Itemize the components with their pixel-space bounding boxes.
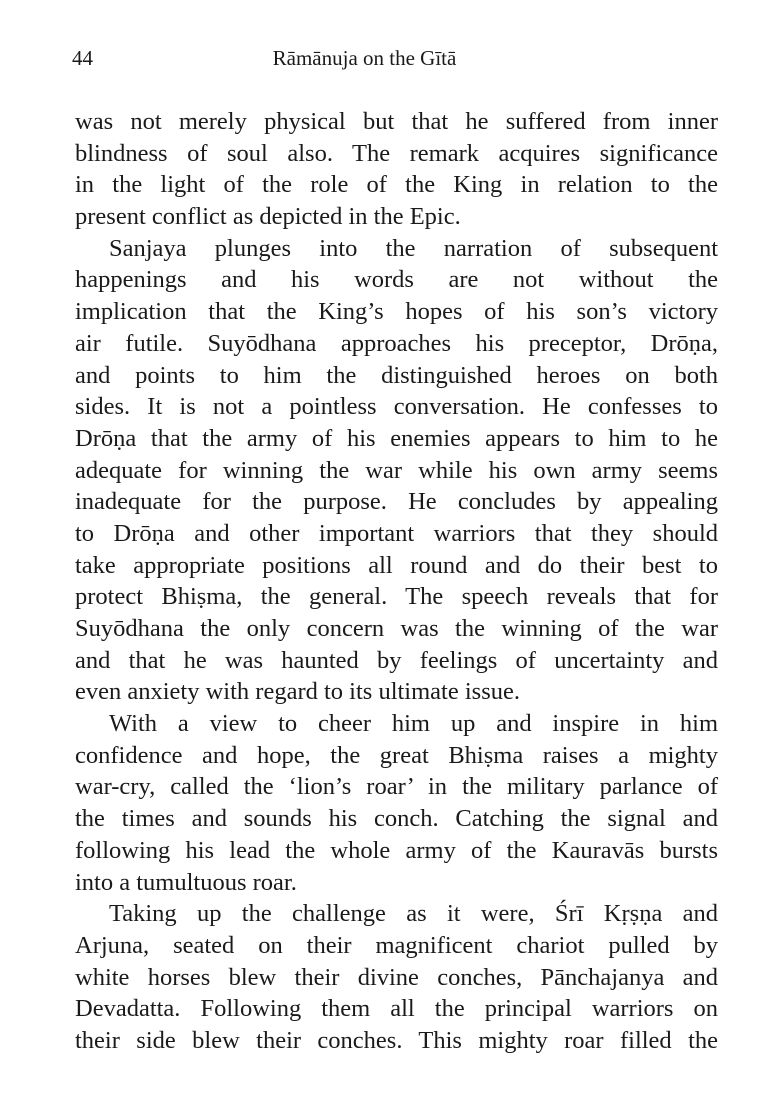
text-line: sides. It is not a pointless conversation. He confesses to xyxy=(75,393,718,421)
text-line: Sanjaya plunges into the narration of subsequent xyxy=(109,234,718,262)
text-line: even anxiety with regard to its ultimate issue. xyxy=(75,678,520,706)
text-line: adequate for winning the war while his own army seems xyxy=(75,456,718,484)
text-line: Taking up the challenge as it were, Śrī Kṛṣṇa and xyxy=(109,900,718,928)
text-line: and points to him the distinguished heroes on both xyxy=(75,361,718,389)
text-line: in the light of the role of the King in relation to the xyxy=(75,171,718,199)
paragraph xyxy=(75,898,718,1056)
text-line: inadequate for the purpose. He concludes by appealing xyxy=(75,488,718,516)
text-line: air futile. Suyōdhana approaches his preceptor, Drōṇa, xyxy=(75,329,718,357)
text-line: Arjuna, seated on their magnificent chariot pulled by xyxy=(75,931,718,959)
page-header xyxy=(72,46,717,76)
text-line: present conflict as depicted in the Epic. xyxy=(75,203,461,231)
text-line: the times and sounds his conch. Catching the signal and xyxy=(75,805,718,833)
paragraph xyxy=(75,106,718,233)
paragraph xyxy=(75,708,718,898)
text-line: blindness of soul also. The remark acquires significance xyxy=(75,139,718,167)
text-line: and that he was haunted by feelings of uncertainty and xyxy=(75,646,718,674)
running-title: Rāmānuja on the Gītā xyxy=(272,46,457,70)
text-line: white horses blew their divine conches, Pānchajanya and xyxy=(75,963,718,991)
text-line: take appropriate positions all round and do their best to xyxy=(75,551,718,579)
text-line: confidence and hope, the great Bhiṣma raises a mighty xyxy=(75,741,718,769)
text-line: implication that the King’s hopes of his son’s victory xyxy=(75,298,718,326)
text-line: happenings and his words are not without the xyxy=(75,266,718,294)
text-line: Devadatta. Following them all the principal warriors on xyxy=(75,995,718,1023)
paragraph xyxy=(75,233,718,708)
text-line: their side blew their conches. This mighty roar filled the xyxy=(75,1026,718,1054)
text-line: Drōṇa that the army of his enemies appears to him to he xyxy=(75,424,718,452)
text-line: to Drōṇa and other important warriors that they should xyxy=(75,519,718,547)
page-number: 44 xyxy=(72,46,93,70)
text-line: war-cry, called the ‘lion’s roar’ in the military parlance of xyxy=(75,773,718,801)
text-line: following his lead the whole army of the Kauravās bursts xyxy=(75,836,718,864)
text-line: Suyōdhana the only concern was the winning of the war xyxy=(75,615,718,642)
text-line: was not merely physical but that he suffered from inner xyxy=(75,108,718,135)
text-line: protect Bhiṣma, the general. The speech reveals that for xyxy=(75,583,718,611)
text-line: into a tumultuous roar. xyxy=(75,868,297,896)
body-text xyxy=(75,106,718,1057)
text-line: With a view to cheer him up and inspire in him xyxy=(109,710,718,738)
